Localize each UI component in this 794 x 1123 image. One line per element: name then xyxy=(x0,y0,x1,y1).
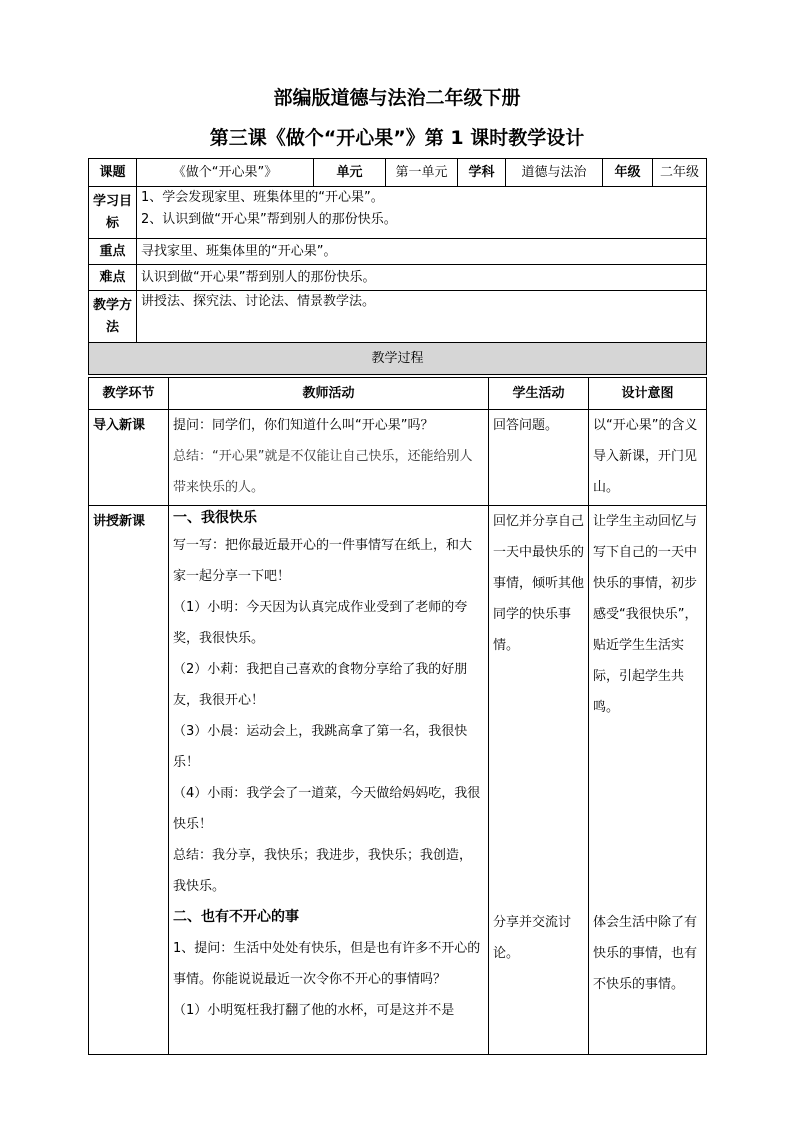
lecture-intent xyxy=(589,506,707,1055)
intro-intent: 以“开心果”的含义导入新课，开门见山。 xyxy=(589,410,707,506)
intro-student: 回答问题。 xyxy=(489,410,589,506)
grade-label: 年级 xyxy=(603,159,653,187)
topic-label: 课题 xyxy=(89,159,137,187)
goal-item: 2、认识到做“开心果”帮到别人的那份快乐。 xyxy=(141,212,397,227)
difficulty-value: 认识到做“开心果”帮到别人的那份快乐。 xyxy=(137,265,707,291)
section1-line: （3）小晨：运动会上，我跳高拿了第一名，我很快乐！ xyxy=(173,724,468,770)
lecture-intent1: 让学生主动回忆与写下自己的一天中快乐的事情，初步感受“我很快乐”，贴近学生生活实际，引起学生共鸣。 xyxy=(593,514,698,715)
subject-value: 道德与法治 xyxy=(506,159,603,187)
subject-label: 学科 xyxy=(458,159,506,187)
topic-value: 《做个“开心果”》 xyxy=(137,159,314,187)
lecture-intent2: 体会生活中除了有快乐的事情，也有不快乐的事情。 xyxy=(593,915,698,992)
intro-question: 提问：同学们，你们知道什么叫“开心果”吗？ xyxy=(173,418,434,433)
lesson-title: 第三课《做个“开心果”》第 1 课时教学设计 xyxy=(209,127,585,149)
intent-header: 设计意图 xyxy=(589,378,707,410)
intro-stage: 导入新课 xyxy=(89,410,169,506)
lecture-student-activity1: 回忆并分享自己一天中最快乐的事情，倾听其他同学的快乐事情。 xyxy=(493,514,585,653)
key-label: 重点 xyxy=(89,239,137,265)
goal-item: 1、学会发现家里、班集体里的“开心果”。 xyxy=(141,190,384,205)
lecture-stage: 讲授新课 xyxy=(89,506,169,1055)
grade-value: 二年级 xyxy=(653,159,707,187)
difficulty-label: 难点 xyxy=(89,265,137,291)
goals-cell xyxy=(137,187,707,239)
unit-value: 第一单元 xyxy=(386,159,458,187)
process-header: 教学过程 xyxy=(89,343,707,375)
lecture-student-activity2: 分享并交流讨论。 xyxy=(493,915,572,961)
section1-line: （2）小莉：我把自己喜欢的食物分享给了我的好朋友，我很开心！ xyxy=(173,662,468,708)
section1-line: 总结：我分享，我快乐；我进步，我快乐；我创造，我快乐。 xyxy=(173,848,473,894)
section2-title: 二、也有不开心的事 xyxy=(173,909,299,925)
section1-title: 一、我很快乐 xyxy=(173,510,257,526)
intro-summary: 总结：“开心果”就是不仅能让自己快乐，还能给别人带来快乐的人。 xyxy=(173,449,473,495)
section1-line: （1）小明：今天因为认真完成作业受到了老师的夸奖，我很快乐。 xyxy=(173,600,468,646)
method-value: 讲授法、探究法、讨论法、情景教学法。 xyxy=(137,291,707,343)
goals-label: 学习目标 xyxy=(89,187,137,239)
document-title: 部编版道德与法治二年级下册 xyxy=(273,87,521,109)
section2-line: 1、提问：生活中处处有快乐，但是也有许多不开心的事情。你能说说最近一次令你不开心的事情吗？ xyxy=(173,941,481,987)
method-label: 教学方法 xyxy=(89,291,137,343)
key-value: 寻找家里、班集体里的“开心果”。 xyxy=(137,239,707,265)
student-header: 学生活动 xyxy=(489,378,589,410)
info-table xyxy=(88,158,707,375)
lecture-student xyxy=(489,506,589,1055)
intro-teacher xyxy=(169,410,489,506)
section1-line: 写一写：把你最近最开心的一件事情写在纸上，和大家一起分享一下吧！ xyxy=(173,538,473,584)
teacher-header: 教师活动 xyxy=(169,378,489,410)
section1-line: （4）小雨：我学会了一道菜，今天做给妈妈吃，我很快乐！ xyxy=(173,786,481,832)
section2-line: （1）小明冤枉我打翻了他的水杯，可是这并不是 xyxy=(173,1003,455,1018)
process-table xyxy=(88,377,707,1055)
stage-header: 教学环节 xyxy=(89,378,169,410)
lecture-teacher xyxy=(169,506,489,1055)
unit-label: 单元 xyxy=(314,159,386,187)
